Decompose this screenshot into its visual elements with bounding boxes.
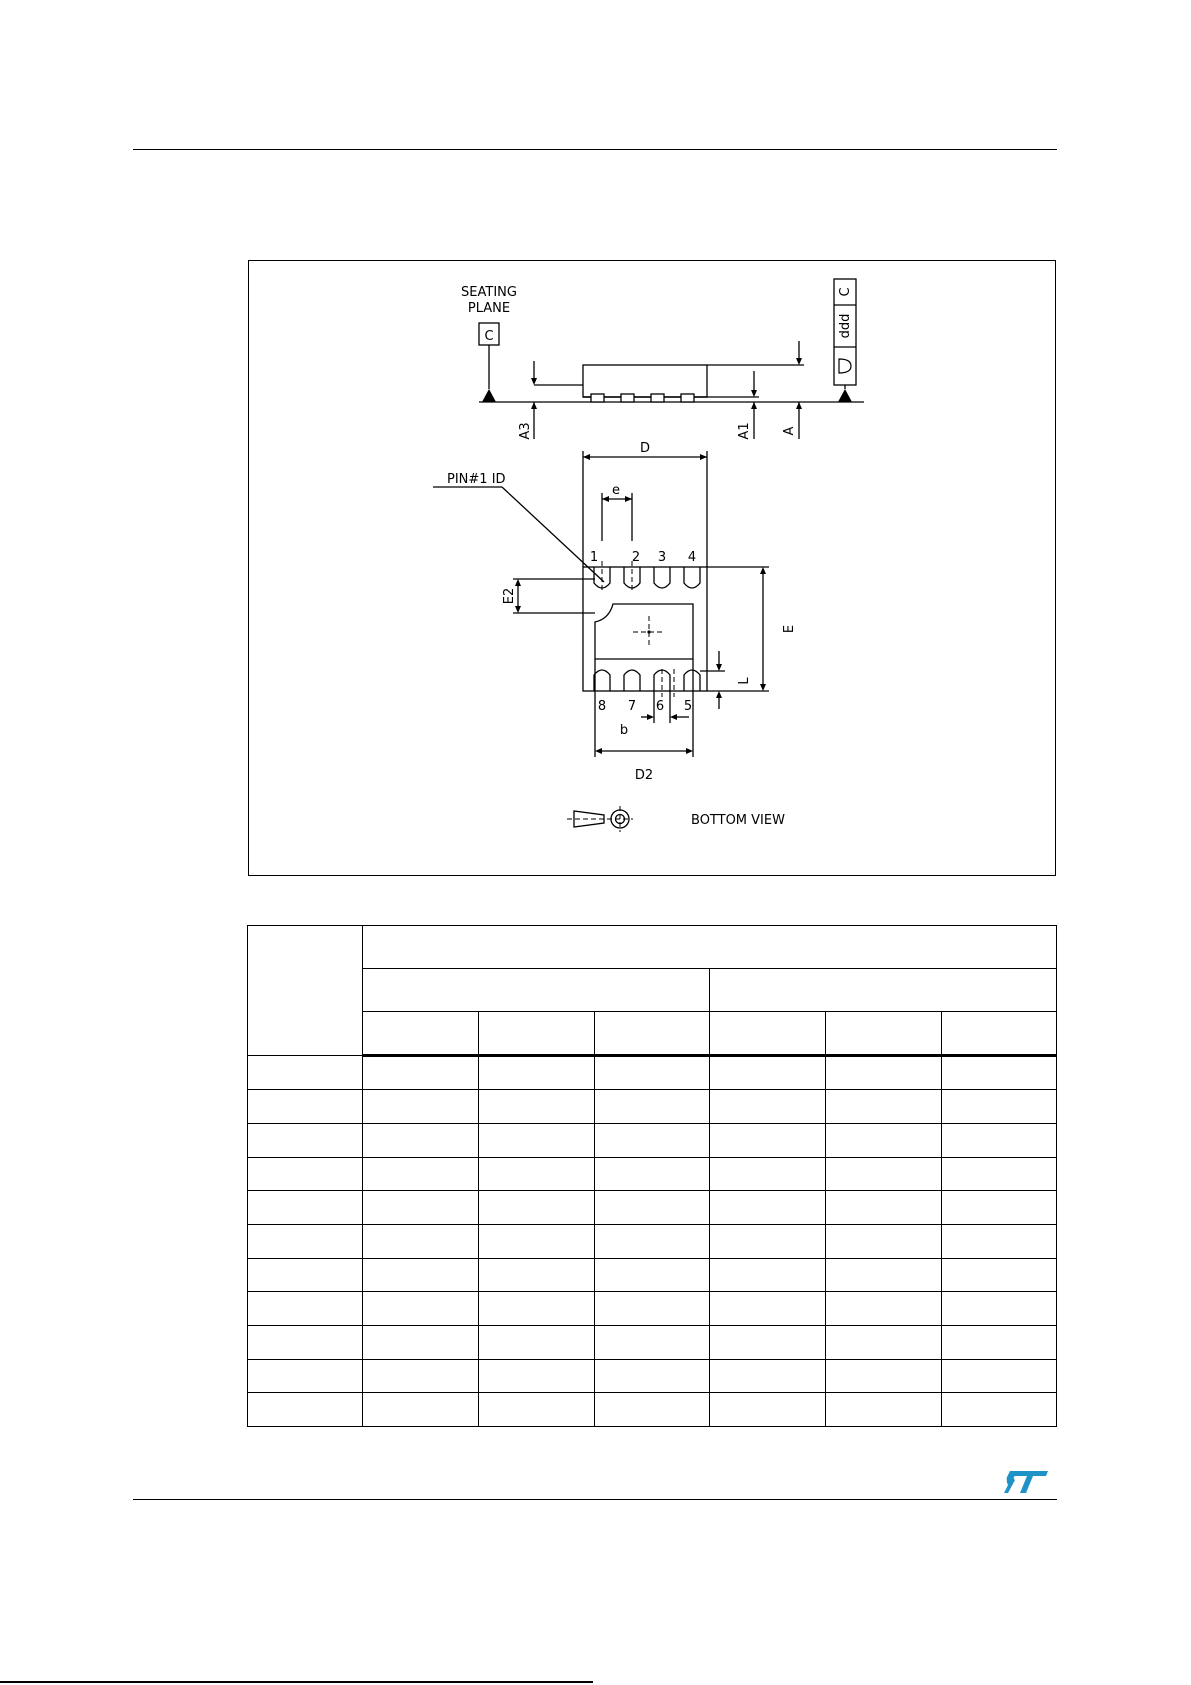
- tolerance-datum-label: C: [838, 287, 853, 297]
- dim-a3-label: A3: [518, 422, 533, 440]
- tolerance-ddd-label: ddd: [838, 313, 853, 339]
- table-cell: [248, 1055, 363, 1090]
- package-dimensions-table: [247, 925, 1057, 1427]
- table-cell: [248, 1191, 363, 1225]
- table-cell: [248, 1224, 363, 1258]
- dim-e-label: E: [782, 624, 797, 634]
- table-cell: [826, 1055, 941, 1090]
- table-cell: [478, 1191, 594, 1225]
- dim-e-pitch-label: e: [612, 483, 620, 498]
- table-row: [248, 1292, 1057, 1326]
- table-cell: [941, 1292, 1056, 1326]
- table-cell: [363, 1359, 478, 1393]
- table-row: [248, 1393, 1057, 1427]
- header-cell-unit-b: [710, 968, 1057, 1011]
- table-cell: [941, 1090, 1056, 1124]
- table-cell: [710, 1123, 826, 1157]
- table-cell: [363, 1325, 478, 1359]
- table-row: [248, 1090, 1057, 1124]
- table-cell: [941, 1359, 1056, 1393]
- table-cell: [941, 1157, 1056, 1191]
- table-cell: [594, 1123, 709, 1157]
- st-logo-mark: [1004, 1471, 1048, 1493]
- table-cell: [478, 1090, 594, 1124]
- table-cell: [478, 1224, 594, 1258]
- table-cell: [594, 1393, 709, 1427]
- table-cell: [710, 1191, 826, 1225]
- dim-e2-label: E2: [502, 587, 517, 605]
- table-cell: [710, 1157, 826, 1191]
- header-cell-typ-a: [478, 1011, 594, 1055]
- table-cell: [594, 1191, 709, 1225]
- table-cell: [826, 1325, 941, 1359]
- pin-label-5: 5: [683, 699, 693, 714]
- table-subheader-row: [248, 1011, 1057, 1055]
- table-cell: [826, 1123, 941, 1157]
- table-cell: [710, 1393, 826, 1427]
- table-cell: [594, 1292, 709, 1326]
- seating-plane-label-2: PLANE: [467, 301, 511, 316]
- datum-c-label: C: [484, 329, 494, 344]
- table-cell: [248, 1258, 363, 1292]
- header-cell-dim: [248, 926, 363, 1056]
- dim-a-label: A: [782, 426, 797, 436]
- table-row: [248, 1258, 1057, 1292]
- dim-a1-label: A1: [737, 422, 752, 440]
- table-cell: [248, 1292, 363, 1326]
- pin-5-pad: [684, 670, 700, 691]
- table-cell: [478, 1157, 594, 1191]
- table-cell: [710, 1055, 826, 1090]
- pin-label-7: 7: [627, 699, 637, 714]
- pin-label-4: 4: [687, 550, 697, 565]
- pin-label-8: 8: [597, 699, 607, 714]
- lead: [651, 394, 664, 402]
- table-cell: [941, 1224, 1056, 1258]
- table-cell: [478, 1292, 594, 1326]
- table-cell: [941, 1123, 1056, 1157]
- table-cell: [248, 1359, 363, 1393]
- table-row: [248, 1191, 1057, 1225]
- pin-3-pad: [654, 567, 670, 588]
- table-cell: [826, 1359, 941, 1393]
- header-cell-typ-b: [826, 1011, 941, 1055]
- pin1-id-label: PIN#1 ID: [447, 472, 506, 487]
- table-cell: [826, 1090, 941, 1124]
- bottom-view-label: BOTTOM VIEW: [691, 813, 785, 828]
- table-cell: [941, 1258, 1056, 1292]
- header-cell-dimensions: [363, 926, 1057, 969]
- page-bottom-line: [0, 1681, 593, 1683]
- table-cell: [478, 1258, 594, 1292]
- table-cell: [594, 1090, 709, 1124]
- table-cell: [710, 1359, 826, 1393]
- table-row: [248, 1325, 1057, 1359]
- footer-rule: [133, 1499, 1057, 1500]
- header-cell-max-b: [941, 1011, 1056, 1055]
- table-cell: [594, 1224, 709, 1258]
- table-cell: [478, 1393, 594, 1427]
- pin-8-pad: [594, 670, 610, 691]
- table-cell: [248, 1157, 363, 1191]
- lead: [591, 394, 604, 402]
- table-cell: [941, 1191, 1056, 1225]
- table-cell: [478, 1359, 594, 1393]
- table-cell: [363, 1123, 478, 1157]
- table-cell: [478, 1055, 594, 1090]
- table-cell: [826, 1292, 941, 1326]
- table-cell: [248, 1393, 363, 1427]
- table-cell: [363, 1224, 478, 1258]
- table-cell: [710, 1292, 826, 1326]
- table-cell: [478, 1325, 594, 1359]
- package-drawing: [248, 260, 1056, 876]
- table-row: [248, 1224, 1057, 1258]
- header-cell-max-a: [594, 1011, 709, 1055]
- seating-plane-label-1: SEATING: [461, 285, 517, 300]
- table-cell: [594, 1157, 709, 1191]
- table-cell: [941, 1055, 1056, 1090]
- table-cell: [710, 1258, 826, 1292]
- lead: [621, 394, 634, 402]
- table-cell: [594, 1055, 709, 1090]
- pin-label-3: 3: [657, 550, 667, 565]
- header-cell-min-a: [363, 1011, 478, 1055]
- table-cell: [941, 1325, 1056, 1359]
- table-cell: [826, 1393, 941, 1427]
- table-cell: [826, 1157, 941, 1191]
- table-header-row: [248, 926, 1057, 969]
- package-outline-drawing: [249, 261, 1055, 875]
- table-cell: [594, 1325, 709, 1359]
- table-cell: [363, 1393, 478, 1427]
- table-cell: [826, 1224, 941, 1258]
- table-cell: [478, 1123, 594, 1157]
- pin-label-6: 6: [655, 699, 665, 714]
- table-cell: [363, 1292, 478, 1326]
- package-body: [583, 365, 707, 397]
- table-cell: [363, 1157, 478, 1191]
- table-row: [248, 1055, 1057, 1090]
- table-cell: [363, 1055, 478, 1090]
- table-cell: [363, 1258, 478, 1292]
- dim-d2-label: D2: [634, 768, 654, 783]
- table-cell: [594, 1258, 709, 1292]
- table-cell: [248, 1325, 363, 1359]
- pin-7-pad: [624, 670, 640, 691]
- table-row: [248, 1157, 1057, 1191]
- lead: [681, 394, 694, 402]
- table-row: [248, 1123, 1057, 1157]
- table-cell: [710, 1325, 826, 1359]
- dim-b-label: b: [619, 723, 629, 738]
- st-logo: [1004, 1471, 1050, 1493]
- table-cell: [826, 1258, 941, 1292]
- table-cell: [363, 1090, 478, 1124]
- table-cell: [363, 1191, 478, 1225]
- table-cell: [248, 1090, 363, 1124]
- header-cell-unit-a: [363, 968, 710, 1011]
- dim-l-label: L: [737, 677, 752, 685]
- pin-label-1: 1: [589, 550, 599, 565]
- table-cell: [941, 1393, 1056, 1427]
- table-cell: [594, 1359, 709, 1393]
- header-cell-min-b: [710, 1011, 826, 1055]
- table-cell: [826, 1191, 941, 1225]
- table-row: [248, 1359, 1057, 1393]
- table-cell: [710, 1224, 826, 1258]
- table-units-row: [248, 968, 1057, 1011]
- table-cell: [710, 1090, 826, 1124]
- table-cell: [248, 1123, 363, 1157]
- dim-d-label: D: [639, 441, 651, 456]
- pin-4-pad: [684, 567, 700, 588]
- pin-label-2: 2: [631, 550, 641, 565]
- header-rule: [133, 149, 1057, 150]
